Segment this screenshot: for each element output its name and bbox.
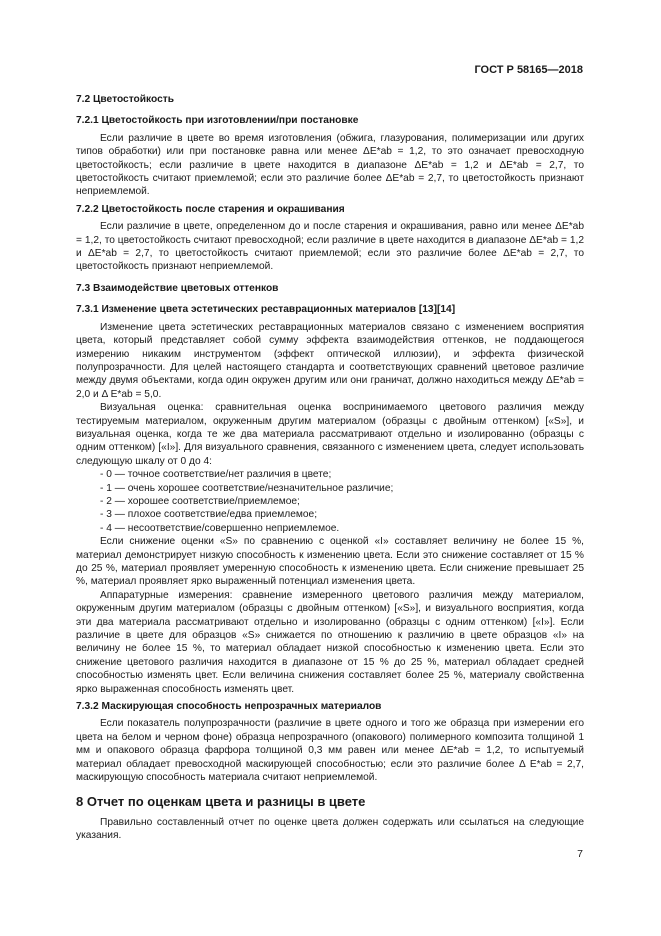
scale-item-3: - 3 — плохое соответствие/едва приемлемое; (100, 509, 318, 521)
scale-item-1: - 1 — очень хорошее соответствие/незначительное различие; (100, 482, 394, 494)
document-id: ГОСТ Р 58165—2018 (474, 64, 583, 76)
section-7-3-2-paragraph: Если показатель полупрозрачности (различие в цвете одного и того же образца при измерении его цвета на белом и черном фоне) образца непрозрачного (опакового) полимерного композита толщиной 1 мм и опакового образца фарфора толщиной 0,3 мм равен или менее ΔE*ab = 1,2, то испытуемый материал обладает превосходной маскирующей способностью; если это различие более Δ E*ab = 2,7, маскирующую способность материала считают неприемлемой. (76, 718, 584, 784)
section-7-3-1-title: 7.3.1 Изменение цвета эстетических реставрационных материалов [13][14] (76, 304, 456, 316)
section-8-paragraph: Правильно составленный отчет по оценке цвета должен содержать или ссылаться на следующие указания. (76, 816, 584, 842)
section-7-2-1-title: 7.2.1 Цветостойкость при изготовлении/при постановке (76, 115, 359, 127)
section-7-3-title: 7.3 Взаимодействие цветовых оттенков (76, 282, 279, 294)
scale-item-4: - 4 — несоответствие/совершенно неприемлемое. (100, 522, 340, 534)
section-7-3-1-paragraph-4: Аппаратурные измерения: сравнение измеренного цветового различия между материалом, окруженным другим материалом (образцы с двойным оттенком) [«S»], и визуального восприятия, когда эти два материала рассматривают отдельно и изолированно (образцы с одним оттенком) [«I»]. Если различие в цвете для образцов «S» снижается по отношению к различию в цвете образцов «I» на величину не более 15 %, то материал обладает низкой способностью к изменению цвета. Если это снижение цветового различия находится в диапазоне от 15 % до 25 %, материал обладает средней способностью изменять цвет. Если величина снижения составляет более 25 %, материалу свойственна ярко выраженная способность изменять цвет. (76, 589, 584, 695)
scale-item-0: - 0 — точное соответствие/нет различия в цвете; (100, 469, 332, 481)
section-7-3-1-paragraph-1: Изменение цвета эстетических реставрационных материалов связано с изменением восприятия цвета, который представляет собой сумму эффекта взаимодействия оттенков, не поддающегося измерению никаким инструментом (эффект оптической иллюзии), и эффекта физической полупрозрачности. Для целей настоящего стандарта и соответствующих сравнений цветовое различие между двумя объектами, когда один окружен другим или они граничат, должно находиться между ΔE*ab = 2,0 и Δ E*ab = 5,0. (76, 321, 584, 400)
section-7-2-2-title: 7.2.2 Цветостойкость после старения и окрашивания (76, 203, 345, 215)
section-7-2-1-paragraph: Если различие в цвете во время изготовления (обжига, глазурования, полимеризации или других типов обработки) или при постановке равна или менее ΔE*ab = 1,2, то это означает превосходную цветостойкость; если различие в цвете находится в диапазоне ΔE*ab = 1,2 и ΔE*ab = 2,7, то цветостойкость считают приемлемой; если это различие более ΔE*ab = 2,7, то цветостойкость признают неприемлемой. (76, 132, 584, 198)
section-7-2-title: 7.2 Цветостойкость (76, 94, 175, 105)
scale-item-2: - 2 — хорошее соответствие/приемлемое; (100, 495, 300, 507)
section-7-3-1-paragraph-3: Если снижение оценки «S» по сравнению с оценкой «I» составляет величину не более 15 %, материал демонстрирует низкую способность к изменению цвета. Если это снижение составляет от 15 % до 25 %, материал проявляет умеренную способность к изменению цвета. Если снижение превышает 25 %, материал проявляет ярко выраженный потенциал изменения цвета. (76, 536, 584, 588)
document-body (76, 93, 584, 843)
section-8-title: 8 Отчет по оценкам цвета и разницы в цвете (76, 793, 366, 809)
section-7-2-2-paragraph: Если различие в цвете, определенном до и после старения и окрашивания, равно или менее ΔE*ab = 1,2, то цветостойкость считают превосходной; если различие в цвете находится в диапазоне ΔE*ab = 1,2 и ΔE*ab = 2,7, то цветостойкость считают приемлемой; если это различие более ΔE*ab = 2,7, то цветостойкость признают неприемлемой. (76, 221, 584, 273)
section-7-3-1-paragraph-2: Визуальная оценка: сравнительная оценка воспринимаемого цветового различия между тестируемым материалом, окруженным другим материалом (образцы с двойным оттенком) [«S»], и визуальная оценка, когда те же два материала рассматривают отдельно и изолированно (образцы с одним оттенком) [«I»]. Для визуального сравнения, связанного с изменением цвета, следует использовать следующую шкалу от 0 до 4: (76, 402, 584, 467)
page-number: 7 (577, 848, 583, 860)
section-7-3-2-title: 7.3.2 Маскирующая способность непрозрачных материалов (76, 701, 382, 713)
